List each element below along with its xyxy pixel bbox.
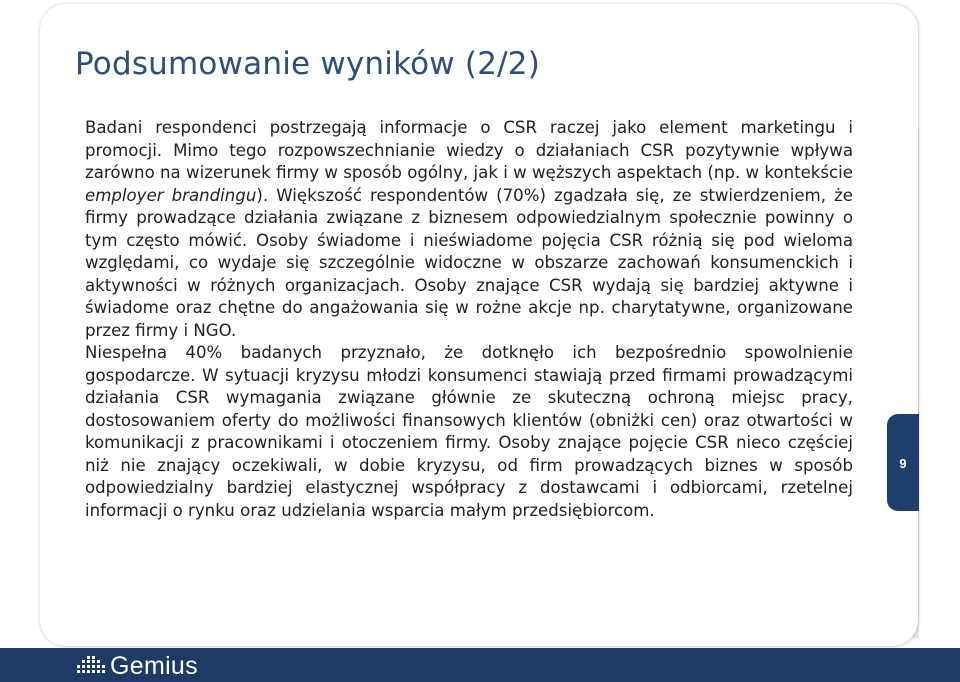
page-number: 9 [899,456,907,471]
paragraph-2: Niespełna 40% badanych przyznało, że dotknęło ich bezpośrednio spowolnienie gospodarcze. W sytuacji kryzysu młodzi konsumenci stawiają przed firmami prowadzącymi działania CSR wymagania związane głównie ze skuteczną ochroną miejsc pracy, dostosowaniem oferty do możliwości finansowych klientów (obniżki cen) oraz otwartości w komunikacji z pracownikami i otoczeniem firmy. Osoby znające pojęcie CSR nieco częściej niż nie znający oczekiwali, w dobie kryzysu, od firm prowadzących biznes w sposób odpowiedzialny bardziej elastycznej współpracy z dostawcami i odbiorcami, rzetelnej informacji o rynku oraz udzielania wsparcia małym przedsiębiorcom. [85,343,853,520]
paragraph-1-part-b: ). Większość respondentów (70%) zgadzała się, ze stwierdzeniem, że firmy prowadzące działania związane z biznesem odpowiedzialnym społecznie powinny o tym często mówić. Osoby świadome i nieświadome pojęcia CSR różnią się pod wieloma względami, co wydaje się szczególnie widoczne w obszarze zachowań konsumenckich i aktywności w różnych organizacjach. Osoby znające CSR wydają się bardziej aktywne i świadome oraz chętne do angażowania się w rożne akcje np. charytatywne, organizowane przez firmy i NGO. [85,185,854,340]
gemius-dots-icon [76,655,106,677]
slide-title: Podsumowanie wyników (2/2) [75,46,540,82]
slide-body [85,117,853,522]
paragraph-1-part-a: Badani respondenci postrzegają informacje o CSR raczej jako element marketingu i promocji. Mimo tego rozpowszechnianie wiedzy o działaniach CSR pozytywnie wpływa zarówno na wizerunek firmy w sposób ogólny, jak i w węższych aspektach (np. w kontekście [85,118,853,182]
paragraph-1-emphasis: employer brandingu [85,185,257,205]
gemius-logo [76,652,198,680]
paragraph-1 [85,117,853,342]
gemius-logo-text: Gemius [110,652,198,680]
